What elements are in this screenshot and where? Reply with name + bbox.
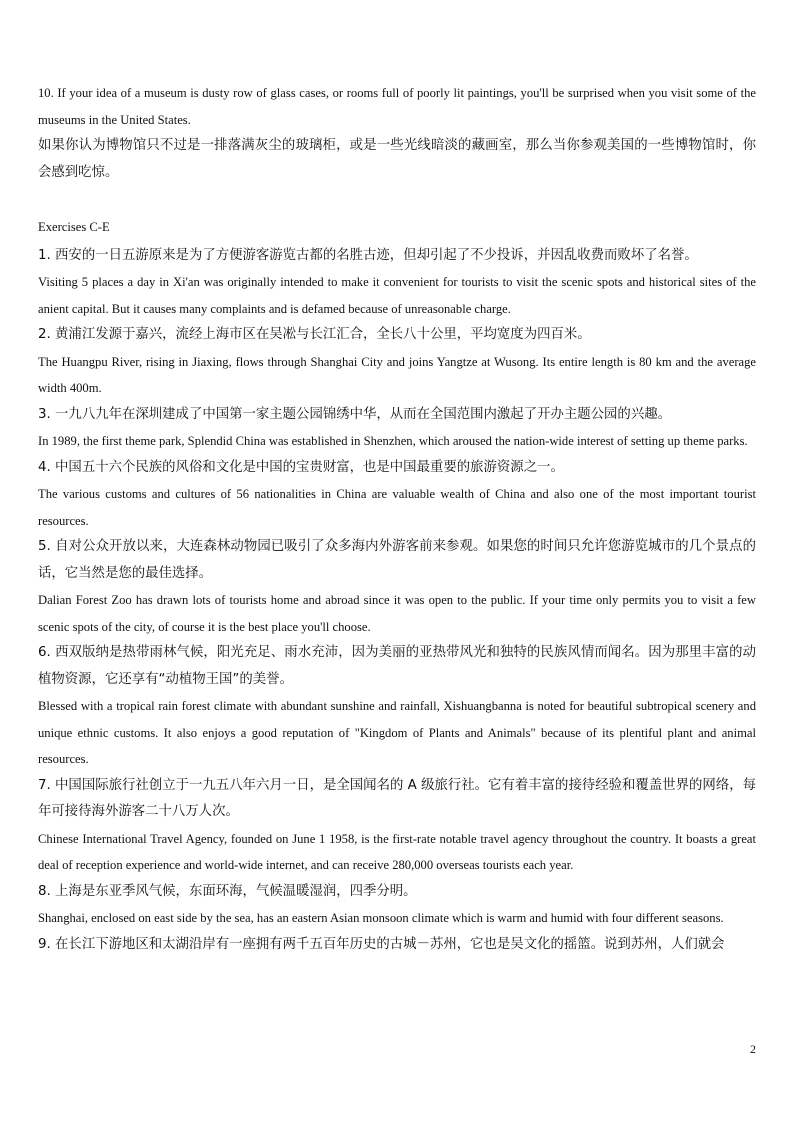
exercise-chinese: 4. 中国五十六个民族的风俗和文化是中国的宝贵财富，也是中国最重要的旅游资源之一。: [38, 459, 564, 475]
exercise-english: The Huangpu River, rising in Jiaxing, flows through Shanghai City and joins Yangtze at Wusong. Its entire length is 80 km and the average width 400m.: [38, 354, 756, 395]
exercise-chinese: 5. 自对公众开放以来，大连森林动物园已吸引了众多海内外游客前来参观。如果您的时间只允许您游览城市的几个景点的话，它当然是您的最佳选择。: [38, 539, 756, 581]
exercise-item-5: [38, 534, 756, 640]
exercise-chinese: 8. 上海是东亚季风气候，东面环海，气候温暖湿润，四季分明。: [38, 883, 417, 899]
exercise-chinese: 7. 中国国际旅行社创立于一九五八年六月一日，是全国闻名的 A 级旅行社。它有着丰富的接待经验和覆盖世界的网络，每年可接待海外游客二十八万人次。: [38, 777, 756, 819]
exercise-item-4: [38, 455, 756, 535]
exercise-english: Dalian Forest Zoo has drawn lots of tourists home and abroad since it was open to the public. If your time only permits you to visit a few scenic spots of the city, of course it is the best place you'll choose.: [38, 593, 756, 634]
page-number: 2: [750, 1042, 756, 1056]
exercise-item-3: [38, 402, 756, 455]
exercise-english: Shanghai, enclosed on east side by the sea, has an eastern Asian monsoon climate which is warm and humid with four different seasons.: [38, 911, 724, 925]
intro-english: 10. If your idea of a museum is dusty row of glass cases, or rooms full of poorly lit paintings, you'll be surprised when you visit some of the museums in the United States.: [38, 86, 756, 127]
exercise-item-7: [38, 773, 756, 879]
exercise-item-8: [38, 879, 756, 932]
exercise-chinese: 1. 西安的一日五游原来是为了方便游客游览古都的名胜古迹，但却引起了不少投诉，并因乱收费而败坏了名誉。: [38, 247, 698, 263]
exercise-chinese: 9. 在长江下游地区和太湖沿岸有一座拥有两千五百年历史的古城－苏州，它也是吴文化的摇篮。说到苏州，人们就会: [38, 936, 725, 952]
exercise-chinese: 3. 一九八九年在深圳建成了中国第一家主题公园锦绣中华，从而在全国范围内激起了开办主题公园的兴趣。: [38, 406, 671, 422]
exercise-chinese: 6. 西双版纳是热带雨林气候，阳光充足、雨水充沛，因为美丽的亚热带风光和独特的民族风情而闻名。因为那里丰富的动植物资源，它还享有“动植物王国”的美誉。: [38, 645, 756, 687]
exercise-english: Blessed with a tropical rain forest climate with abundant sunshine and rainfall, Xishuangbanna is noted for beautiful subtropical scenery and unique ethnic customs. It also enjoys a good reputation of "Kingdom of Plants and Animals" because of its plentiful plant and animal resources.: [38, 699, 756, 766]
exercise-item-9: [38, 932, 756, 959]
exercise-english: In 1989, the first theme park, Splendid China was established in Shenzhen, which aroused the nation-wide interest of setting up theme parks.: [38, 434, 748, 448]
section-title: Exercises C-E: [38, 220, 110, 234]
exercise-chinese: 2. 黄浦江发源于嘉兴，流经上海市区在吴凇与长江汇合，全长八十公里，平均宽度为四百米。: [38, 327, 591, 342]
exercise-item-6: [38, 640, 756, 773]
spacer: [38, 186, 756, 214]
exercise-english: The various customs and cultures of 56 nationalities in China are valuable wealth of China and also one of the most important tourist resources.: [38, 487, 756, 528]
intro-chinese: 如果你认为博物馆只不过是一排落满灰尘的玻璃柜，或是一些光线暗淡的藏画室，那么当你参观美国的一些博物馆时，你会感到吃惊。: [38, 138, 756, 180]
exercise-item-2: [38, 322, 756, 402]
exercise-english: Chinese International Travel Agency, founded on June 1 1958, is the first-rate notable travel agency throughout the country. It boasts a great deal of reception experience and world-wide internet, and can receive 280,000 overseas tourists each year.: [38, 831, 756, 872]
exercise-item-1: [38, 243, 756, 323]
document-page: [38, 80, 756, 958]
exercise-english: Visiting 5 places a day in Xi'an was originally intended to make it convenient for tourists to visit the scenic spots and historical sites of the anient capital. But it causes many complaints and is defamed because of unreasonable charge.: [38, 275, 756, 316]
